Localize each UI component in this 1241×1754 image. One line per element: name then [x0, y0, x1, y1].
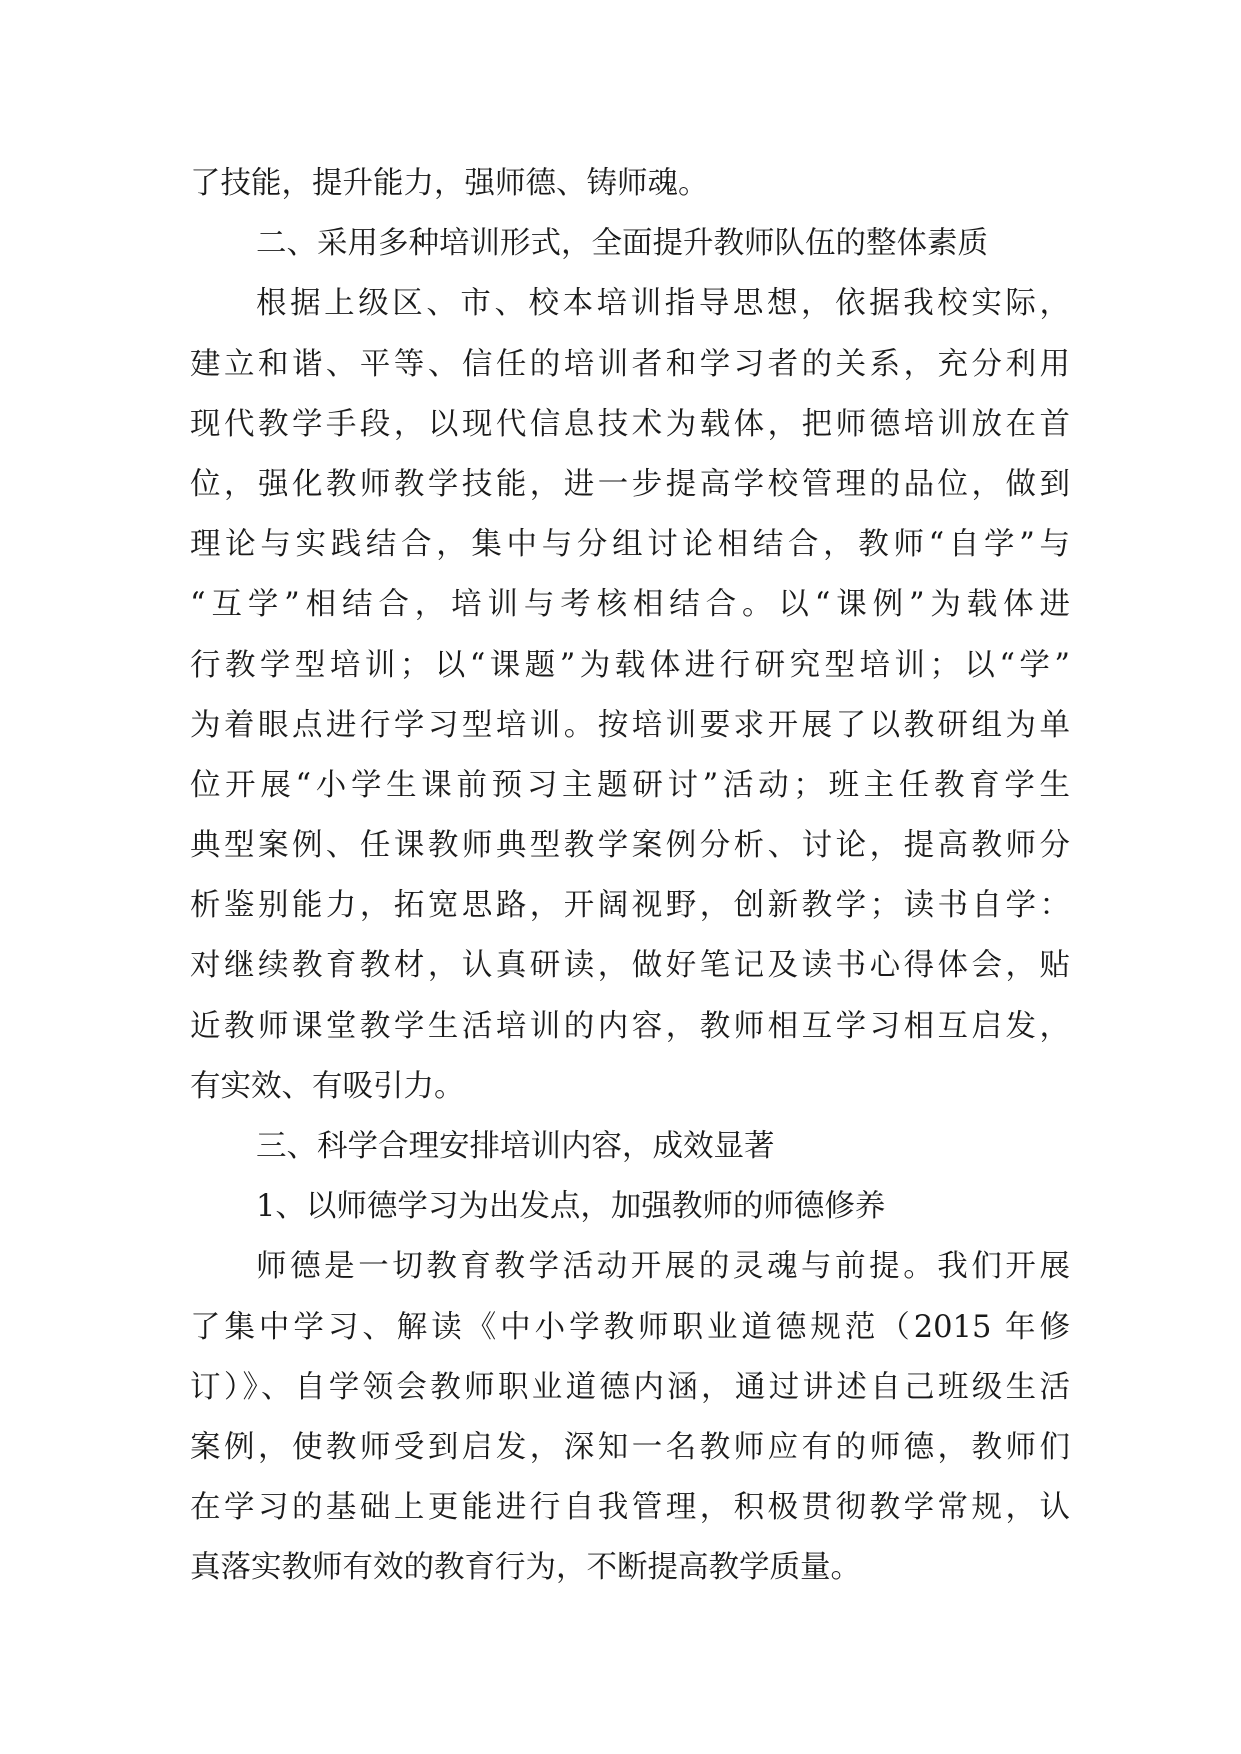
text-line: 案例，使教师受到启发，深知一名教师应有的师德，教师们 — [190, 1429, 1070, 1465]
text-line: 二、采用多种培训形式，全面提升教师队伍的整体素质 — [256, 226, 988, 262]
text-line: 位，强化教师教学技能，进一步提高学校管理的品位，做到 — [190, 466, 1070, 502]
text-line: 了技能，提升能力，强师德、铸师魂。 — [190, 166, 709, 201]
text-line: 三、科学合理安排培训内容，成效显著 — [256, 1129, 775, 1164]
text-line: 师德是一切教育教学活动开展的灵魂与前提。我们开展 — [256, 1249, 1070, 1285]
text-line: 典型案例、任课教师典型教学案例分析、讨论，提高教师分 — [190, 828, 1070, 864]
text-line: 位开展“小学生课前预习主题研讨”活动；班主任教育学生 — [190, 767, 1070, 803]
text-line: 近教师课堂教学生活培训的内容，教师相互学习相互启发， — [190, 1008, 1070, 1044]
text-line: 1、以师德学习为出发点，加强教师的师德修养 — [256, 1189, 886, 1225]
text-line: 现代教学手段，以现代信息技术为载体，把师德培训放在首 — [190, 406, 1070, 442]
text-line: 在学习的基础上更能进行自我管理，积极贯彻教学常规，认 — [190, 1490, 1070, 1526]
text-line: 为着眼点进行学习型培训。按培训要求开展了以教研组为单 — [190, 707, 1070, 743]
text-line: “互学”相结合，培训与考核相结合。以“课例”为载体进 — [190, 587, 1070, 623]
text-line: 根据上级区、市、校本培训指导思想，依据我校实际， — [256, 286, 1070, 322]
text-line: 建立和谐、平等、信任的培训者和学习者的关系，充分利用 — [190, 346, 1070, 382]
text-line: 析鉴别能力，拓宽思路，开阔视野，创新教学；读书自学： — [190, 888, 1070, 924]
text-line: 了集中学习、解读《中小学教师职业道德规范（2015 年修 — [190, 1309, 1070, 1345]
document-body — [190, 154, 1070, 1599]
text-line: 有实效、有吸引力。 — [190, 1068, 465, 1104]
text-line: 订）》、自学领会教师职业道德内涵，通过讲述自己班级生活 — [190, 1369, 1070, 1405]
text-line: 对继续教育教材，认真研读，做好笔记及读书心得体会，贴 — [190, 948, 1070, 984]
text-line: 行教学型培训；以“课题”为载体进行研究型培训；以“学” — [190, 647, 1070, 683]
text-line: 真落实教师有效的教育行为，不断提高教学质量。 — [190, 1550, 861, 1586]
text-line: 理论与实践结合，集中与分组讨论相结合，教师“自学”与 — [190, 527, 1070, 563]
